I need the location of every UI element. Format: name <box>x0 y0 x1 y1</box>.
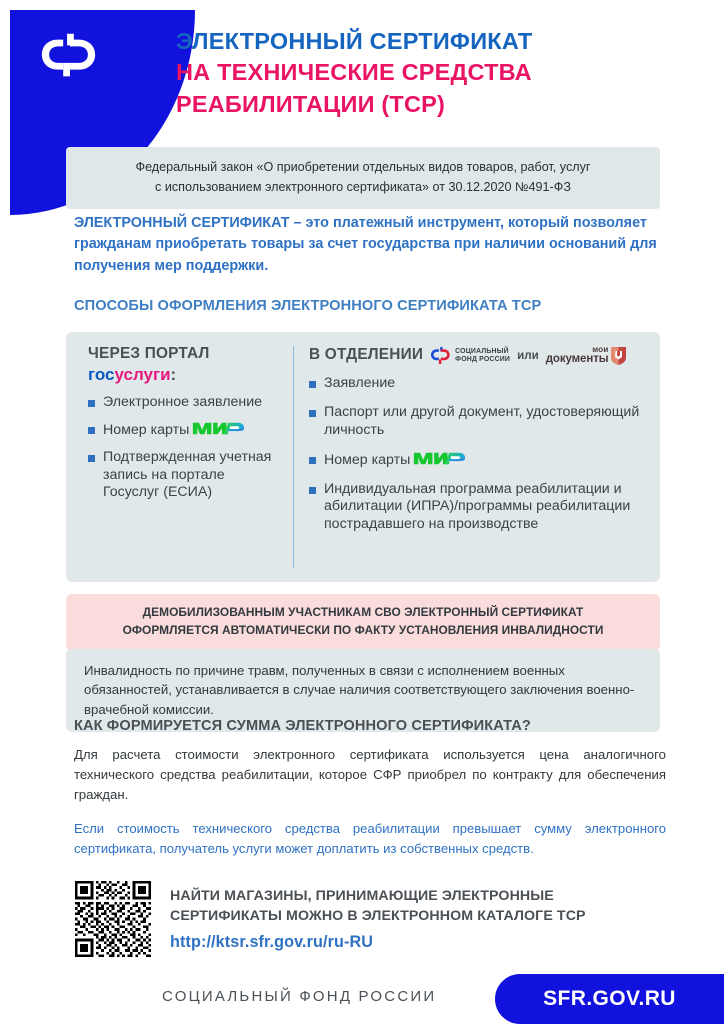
mydocuments-line-1: мои <box>592 345 609 354</box>
methods-panel <box>66 332 660 582</box>
gosuslugi-brand-gos: гос <box>88 364 115 384</box>
sum-section-heading: КАК ФОРМИРУЕТСЯ СУММА ЭЛЕКТРОННОГО СЕРТИФИКАТА? <box>74 718 531 734</box>
office-requirements-list <box>309 375 645 534</box>
intro-paragraph: ЭЛЕКТРОННЫЙ СЕРТИФИКАТ – это платежный инструмент, который позволяет гражданам приобретать товары за счет государства при наличии оснований для получения мер поддержки. <box>74 215 657 274</box>
list-item <box>309 451 645 470</box>
catalog-line-2: СЕРТИФИКАТЫ МОЖНО В ЭЛЕКТРОННОМ КАТАЛОГЕ ТСР <box>170 908 586 925</box>
catalog-line-1: НАЙТИ МАГАЗИНЫ, ПРИНИМАЮЩИЕ ЭЛЕКТРОННЫЕ <box>170 888 554 904</box>
list-item <box>309 481 645 535</box>
methods-column-office <box>309 345 645 545</box>
methods-section-heading: СПОСОБЫ ОФОРМЛЕНИЯ ЭЛЕКТРОННОГО СЕРТИФИКАТА ТСР <box>74 298 542 314</box>
list-item-label: Паспорт или другой документ, удостоверяющий личность <box>324 403 640 438</box>
federal-law-box <box>66 147 660 209</box>
mydocuments-line-2: документы <box>545 353 609 365</box>
law-line-1: Федеральный закон «О приобретении отдельных видов товаров, работ, услуг <box>135 160 591 174</box>
law-line-2: с использованием электронного сертификата» от 30.12.2020 №491-ФЗ <box>155 179 571 194</box>
poster-title <box>176 26 676 120</box>
mydocuments-shield-icon <box>610 346 627 366</box>
list-item-label: Заявление <box>324 375 396 391</box>
gosuslugi-brand-uslugi: услуги <box>114 364 171 384</box>
list-item-label: Номер карты <box>103 421 190 438</box>
gosuslugi-brand-colon: : <box>170 364 177 384</box>
list-item-label: Подтвержденная учетная запись на портале Госуслуг (ЕСИА) <box>103 448 272 501</box>
title-line-2: НА ТЕХНИЧЕСКИЕ СРЕДСТВА <box>176 59 532 86</box>
list-item <box>88 449 284 503</box>
mir-logo-icon <box>413 451 466 466</box>
svo-line-2: ОФОРМЛЯЕТСЯ АВТОМАТИЧЕСКИ ПО ФАКТУ УСТАНОВЛЕНИЯ ИНВАЛИДНОСТИ <box>122 622 604 637</box>
footer-website-badge[interactable]: SFR.GOV.RU <box>495 974 724 1024</box>
disability-note-box: Инвалидность по причине травм, полученных в связи с исполнением военных обязанностей, устанавливается в случае наличия соответствующего заключения военно-врачебной комиссии. <box>66 649 660 732</box>
list-item-label: Номер карты <box>324 451 411 468</box>
poster-footer <box>0 974 724 1024</box>
sum-section-body: Для расчета стоимости электронного сертификата используется цена аналогичного технического средства реабилитации, которое СФР приобрел по контракту для обеспечения граждан. <box>74 747 666 802</box>
svo-notice-box <box>66 594 660 651</box>
list-item-label: Индивидуальная программа реабилитации и абилитации (ИПРА)/программы реабилитации пострадавшего на производстве <box>324 480 631 533</box>
list-item <box>309 375 645 393</box>
title-line-3: РЕАБИЛИТАЦИИ (ТСР) <box>176 90 446 117</box>
sfr-logo-line-1: СОЦИАЛЬНЫЙ <box>455 347 509 355</box>
mydocuments-logo-text <box>546 346 609 366</box>
sfr-inline-logo <box>430 345 510 366</box>
catalog-url-link[interactable]: http://ktsr.sfr.gov.ru/ru-RU <box>170 933 374 951</box>
portal-requirements-list <box>88 394 284 502</box>
sfr-logo-icon <box>38 26 100 88</box>
sum-section-note: Если стоимость технического средства реабилитации превышает сумму электронного сертификата, получатель услуги может доплатить из собственных средств. <box>74 821 666 856</box>
title-line-1: ЭЛЕКТРОННЫЙ СЕРТИФИКАТ <box>176 28 533 54</box>
sfr-inline-logo-text <box>455 348 510 363</box>
qr-code-graphic <box>75 881 151 957</box>
column-divider <box>293 346 294 568</box>
sfr-logo-line-2: ФОНД РОССИИ <box>455 355 511 363</box>
list-item <box>88 394 284 412</box>
qr-code-icon[interactable] <box>75 881 151 957</box>
portal-column-title: ЧЕРЕЗ ПОРТАЛ <box>88 345 210 362</box>
office-column-header <box>309 345 645 366</box>
office-column-title: В ОТДЕЛЕНИИ <box>309 346 424 364</box>
sfr-logo-icon <box>430 345 451 366</box>
svo-line-1: ДЕМОБИЛИЗОВАННЫМ УЧАСТНИКАМ СВО ЭЛЕКТРОННЫЙ СЕРТИФИКАТ <box>142 605 584 619</box>
mydocuments-logo <box>546 346 628 366</box>
footer-organization-label: СОЦИАЛЬНЫЙ ФОНД РОССИИ <box>162 988 437 1005</box>
mir-logo-icon <box>192 421 245 436</box>
list-item <box>309 404 645 440</box>
conjunction-or: или <box>517 349 539 362</box>
methods-column-portal <box>88 345 284 511</box>
gosuslugi-brand <box>88 365 284 385</box>
list-item <box>88 421 284 440</box>
list-item-label: Электронное заявление <box>103 393 263 410</box>
catalog-description <box>170 886 690 926</box>
